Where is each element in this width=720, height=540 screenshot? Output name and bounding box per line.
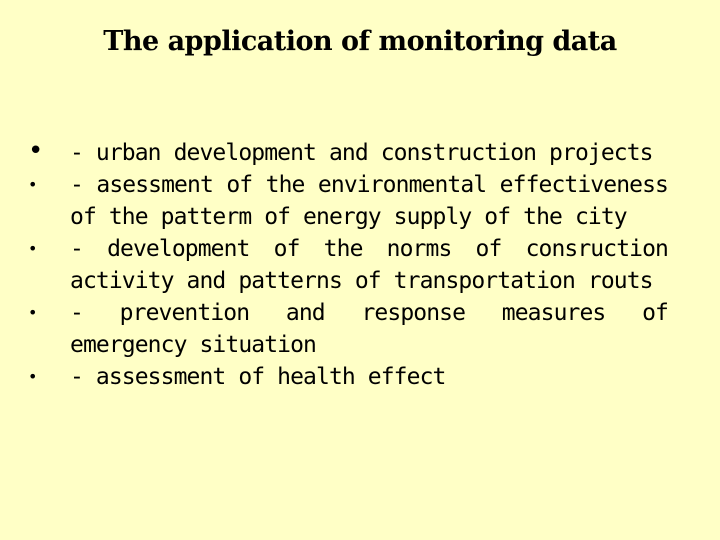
- bullet-item: [28, 137, 668, 169]
- bullet-text: - assessment of health effect: [70, 364, 446, 390]
- bullet-item: [28, 233, 668, 297]
- bullet-text: - development of the norms of consruction activity and patterns of transportation routs: [70, 236, 668, 294]
- bullet-text: - prevention and response measures of emergency situation: [70, 300, 668, 358]
- bullet-list: [28, 137, 668, 393]
- bullet-dot-icon: •: [28, 239, 37, 258]
- bullet-dot-icon: •: [28, 303, 37, 322]
- bullet-item: [28, 361, 668, 393]
- bullet-item: [28, 297, 668, 361]
- bullet-text: - urban development and construction projects: [70, 140, 653, 166]
- bullet-text: - asessment of the environmental effectiveness of the patterm of energy supply of the city: [70, 172, 668, 230]
- slide-title: The application of monitoring data: [103, 26, 617, 57]
- bullet-dot-icon: •: [28, 136, 43, 166]
- bullet-dot-icon: •: [28, 367, 37, 386]
- bullet-dot-icon: •: [28, 175, 37, 194]
- bullet-item: [28, 169, 668, 233]
